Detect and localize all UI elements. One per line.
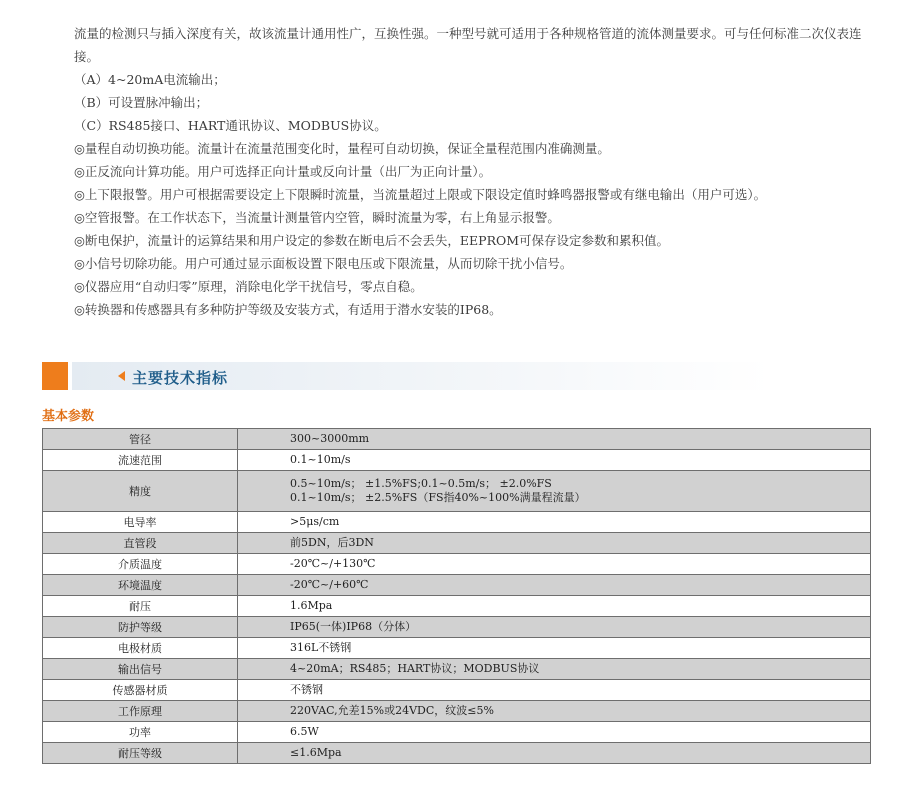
spec-key: 电极材质 xyxy=(43,638,238,659)
spec-value xyxy=(238,471,871,512)
table-row xyxy=(43,512,871,533)
spec-value xyxy=(238,743,871,764)
table-row xyxy=(43,722,871,743)
spec-value-line: 0.1~10m/s xyxy=(290,453,351,466)
feature-flow-direction: ◎正反流向计算功能。用户可选择正向计量或反向计量（出厂为正向计量）。 xyxy=(74,164,492,179)
spec-value xyxy=(238,596,871,617)
table-row xyxy=(43,617,871,638)
table-row xyxy=(43,450,871,471)
section-marker-square xyxy=(42,362,68,390)
spec-value-line: 不锈钢 xyxy=(290,683,323,696)
spec-value xyxy=(238,722,871,743)
spec-key: 耐压 xyxy=(43,596,238,617)
output-item-b: （B）可设置脉冲输出； xyxy=(74,95,209,110)
intro-paragraph: 流量的检测只与插入深度有关，故该流量计通用性广，互换性强。一种型号就可适用于各种规格管道的流体测量要求。可与任何标准二次仪表连接。 xyxy=(74,26,862,64)
table-row xyxy=(43,701,871,722)
feature-protection-install: ◎转换器和传感器具有多种防护等级及安装方式，有适用于潜水安装的IP68。 xyxy=(74,302,502,317)
table-row xyxy=(43,659,871,680)
feature-power-off-protection: ◎断电保护，流量计的运算结果和用户设定的参数在断电后不会丢失，EEPROM可保存设定参数和累积值。 xyxy=(74,233,670,248)
spec-key: 精度 xyxy=(43,471,238,512)
spec-value xyxy=(238,512,871,533)
spec-key: 输出信号 xyxy=(43,659,238,680)
spec-key: 环境温度 xyxy=(43,575,238,596)
spec-key: 耐压等级 xyxy=(43,743,238,764)
spec-key: 功率 xyxy=(43,722,238,743)
table-row xyxy=(43,575,871,596)
spec-value xyxy=(238,429,871,450)
spec-value-line: -20℃~/+60℃ xyxy=(290,578,369,591)
spec-value-line: -20℃~/+130℃ xyxy=(290,557,376,570)
table-row xyxy=(43,533,871,554)
spec-key: 直管段 xyxy=(43,533,238,554)
spec-value xyxy=(238,575,871,596)
feature-small-signal-cutoff: ◎小信号切除功能。用户可通过显示面板设置下限电压或下限流量，从而切除干扰小信号。 xyxy=(74,256,573,271)
spec-value-line: 前5DN，后3DN xyxy=(290,536,374,549)
spec-key: 电导率 xyxy=(43,512,238,533)
subheading-basic-params: 基本参数 xyxy=(42,409,95,424)
table-row xyxy=(43,680,871,701)
spec-value-line: 300~3000mm xyxy=(290,432,370,445)
spec-value xyxy=(238,659,871,680)
section-header xyxy=(42,362,770,390)
spec-table xyxy=(42,428,871,764)
table-row xyxy=(43,554,871,575)
spec-key: 管径 xyxy=(43,429,238,450)
spec-key: 防护等级 xyxy=(43,617,238,638)
output-item-c: （C）RS485接口、HART通讯协议、MODBUS协议。 xyxy=(74,118,387,133)
table-row xyxy=(43,471,871,512)
spec-value-line: ≤1.6Mpa xyxy=(290,746,342,759)
spec-value-line: 0.1~10m/s； ±2.5%FS（FS指40%~100%满量程流量） xyxy=(290,491,586,504)
feature-limit-alarm: ◎上下限报警。用户可根据需要设定上下限瞬时流量，当流量超过上限或下限设定值时蜂鸣器报警或有继电输出（用户可选）。 xyxy=(74,187,767,202)
spec-key: 工作原理 xyxy=(43,701,238,722)
spec-key: 流速范围 xyxy=(43,450,238,471)
intro-text xyxy=(42,22,878,321)
spec-value-line: 6.5W xyxy=(290,725,319,738)
output-item-a: （A）4~20mA电流输出； xyxy=(74,72,226,87)
spec-value xyxy=(238,450,871,471)
spec-value-line: 220VAC,允差15%或24VDC，纹波≤5% xyxy=(290,704,494,717)
spec-value xyxy=(238,680,871,701)
arrow-left-icon xyxy=(118,371,125,381)
table-row xyxy=(43,596,871,617)
table-row xyxy=(43,743,871,764)
section-title: 主要技术指标 xyxy=(132,369,229,387)
spec-key: 传感器材质 xyxy=(43,680,238,701)
spec-value xyxy=(238,617,871,638)
spec-value xyxy=(238,533,871,554)
spec-value-line: 316L不锈钢 xyxy=(290,641,352,654)
spec-value xyxy=(238,638,871,659)
table-row xyxy=(43,638,871,659)
feature-auto-range: ◎量程自动切换功能。流量计在流量范围变化时，量程可自动切换，保证全量程范围内准确测量。 xyxy=(74,141,610,156)
spec-key: 介质温度 xyxy=(43,554,238,575)
spec-value xyxy=(238,554,871,575)
spec-value-line: >5μs/cm xyxy=(290,515,340,528)
spec-value-line: 1.6Mpa xyxy=(290,599,333,612)
spec-value-line: 0.5~10m/s； ±1.5%FS;0.1~0.5m/s； ±2.0%FS xyxy=(290,477,552,490)
feature-empty-pipe-alarm: ◎空管报警。在工作状态下，当流量计测量管内空管，瞬时流量为零，右上角显示报警。 xyxy=(74,210,560,225)
feature-auto-zero: ◎仪器应用“自动归零”原理，消除电化学干扰信号，零点自稳。 xyxy=(74,279,423,294)
spec-value xyxy=(238,701,871,722)
spec-value-line: 4~20mA；RS485；HART协议；MODBUS协议 xyxy=(290,662,540,675)
table-row xyxy=(43,429,871,450)
spec-value-line: IP65(一体)IP68（分体） xyxy=(290,620,417,633)
